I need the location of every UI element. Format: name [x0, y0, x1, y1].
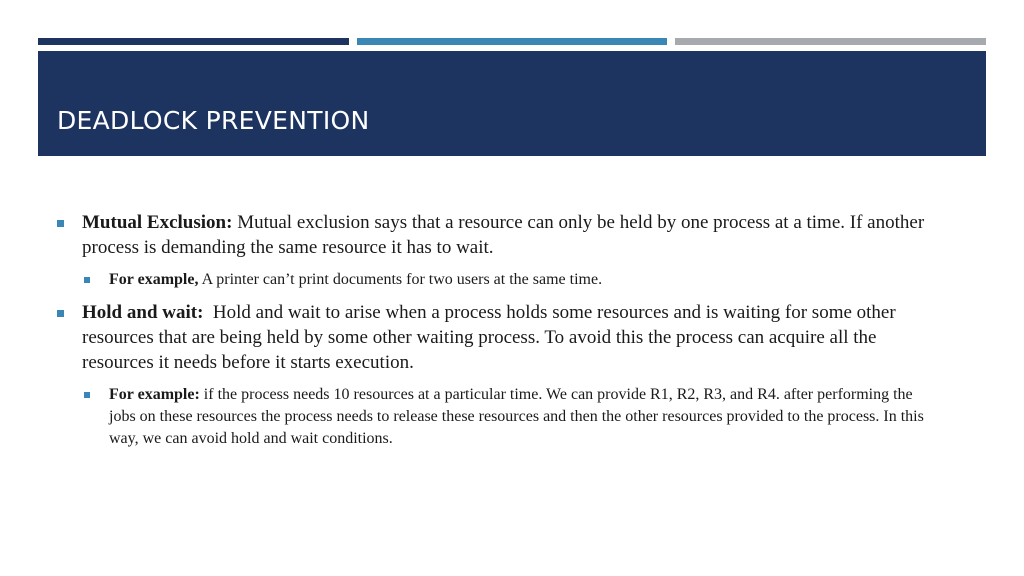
sub-bullet-term: For example, — [109, 271, 199, 288]
bullet-hold-and-wait — [57, 300, 927, 375]
sub-bullet-text: A printer can’t print documents for two users at the same time. — [198, 271, 603, 288]
square-bullet-icon — [57, 220, 64, 227]
slide-title: DEADLOCK PREVENTION — [57, 106, 370, 135]
square-bullet-icon — [84, 277, 90, 283]
bullet-term: Hold and wait: — [82, 302, 204, 323]
title-band — [38, 51, 986, 156]
bullet-text: Mutual exclusion says that a resource can only be held by one process at a time. If another process is demanding the same resource it has to wait. — [82, 212, 925, 258]
sub-bullet-term: For example: — [109, 386, 200, 403]
sub-bullet-example-resources — [84, 384, 927, 450]
sub-bullet-text: if the process needs 10 resources at a particular time. We can provide R1, R2, R3, and R4. after performing the jobs on these resources the process needs to release these resources and then the other resources provided to the process. In this way, we can avoid hold and wait conditions. — [109, 386, 924, 447]
accent-bar-dark — [38, 38, 349, 45]
bullet-text: Hold and wait to arise when a process holds some resources and is waiting for some other resources that are being held by some other waiting process. To avoid this the process can acquire all the resources it needs before it starts execution. — [82, 302, 901, 373]
square-bullet-icon — [57, 310, 64, 317]
bullet-mutual-exclusion — [57, 210, 927, 260]
accent-bar-light — [675, 38, 986, 45]
slide-content — [57, 210, 927, 459]
sub-bullet-example-printer — [84, 269, 927, 291]
square-bullet-icon — [84, 392, 90, 398]
bullet-term: Mutual Exclusion: — [82, 212, 233, 233]
accent-bar-mid — [357, 38, 667, 45]
